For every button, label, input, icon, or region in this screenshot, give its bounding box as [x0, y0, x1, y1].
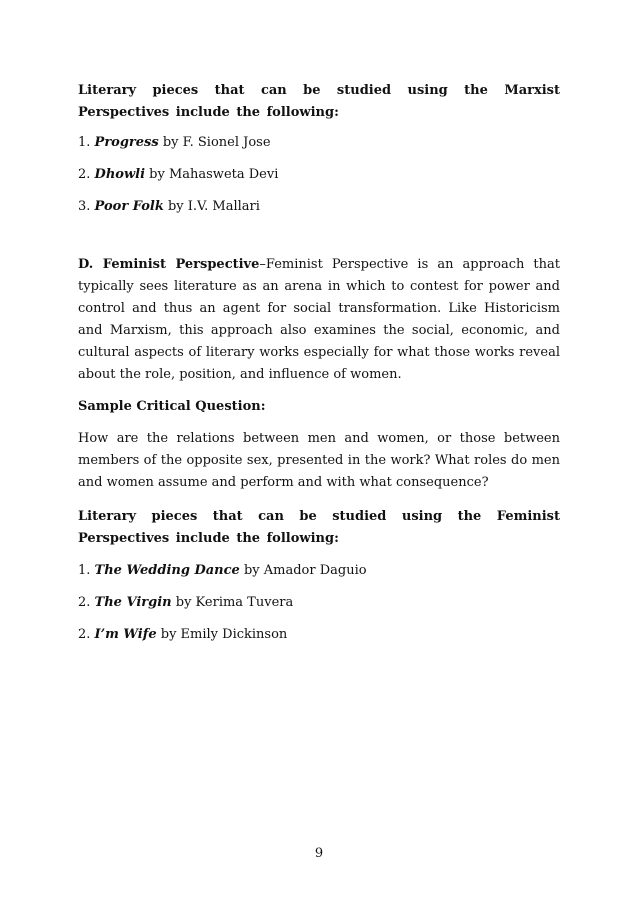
- item-number: 1.: [78, 563, 91, 578]
- feminist-perspective-paragraph: [78, 254, 560, 386]
- work-author: by I.V. Mallari: [167, 199, 260, 214]
- feminist-list-heading: Literary pieces that can be studied using the Feminist Perspectives include the following:: [78, 509, 560, 546]
- sample-question-heading: Sample Critical Question:: [78, 399, 266, 414]
- work-author: by F. Sionel Jose: [162, 135, 271, 150]
- section-lead: D. Feminist Perspective: [78, 257, 260, 272]
- list-item: [78, 594, 560, 612]
- list-item: [78, 626, 560, 644]
- document-page: [78, 80, 560, 644]
- work-title: The Virgin: [94, 595, 172, 610]
- list-item: [78, 198, 560, 216]
- work-title: Dhowli: [94, 167, 146, 182]
- work-author: by Kerima Tuvera: [175, 595, 294, 610]
- work-title: Progress: [94, 135, 159, 150]
- work-author: by Emily Dickinson: [160, 627, 288, 642]
- list-item: [78, 562, 560, 580]
- item-number: 3.: [78, 199, 91, 214]
- section-body: –Feminist Perspective is an approach that typically sees literature as an arena in which to contest for power and control and thus an agent for social transformation. Like Historicism and Marxism, this approach also examines the social, economic, and cultural aspects of literary works especially for what those works reveal about the role, position, and influence of women.: [78, 257, 560, 382]
- item-number: 2.: [78, 167, 91, 182]
- item-number: 2.: [78, 595, 91, 610]
- marxist-list-heading: Literary pieces that can be studied using the Marxist Perspectives include the following:: [78, 83, 560, 120]
- list-item: [78, 166, 560, 184]
- feminist-works-list: [78, 562, 560, 644]
- sample-question-text: How are the relations between men and women, or those between members of the opposite sex, presented in the work? What roles do men and women assume and perform and with what consequence?: [78, 431, 560, 490]
- work-title: I’m Wife: [94, 627, 157, 642]
- work-title: Poor Folk: [94, 199, 164, 214]
- work-author: by Amador Daguio: [243, 563, 367, 578]
- work-title: The Wedding Dance: [94, 563, 240, 578]
- marxist-works-list: [78, 134, 560, 216]
- list-item: [78, 134, 560, 152]
- item-number: 2.: [78, 627, 91, 642]
- work-author: by Mahasweta Devi: [149, 167, 279, 182]
- page-number: 9: [314, 846, 324, 861]
- item-number: 1.: [78, 135, 91, 150]
